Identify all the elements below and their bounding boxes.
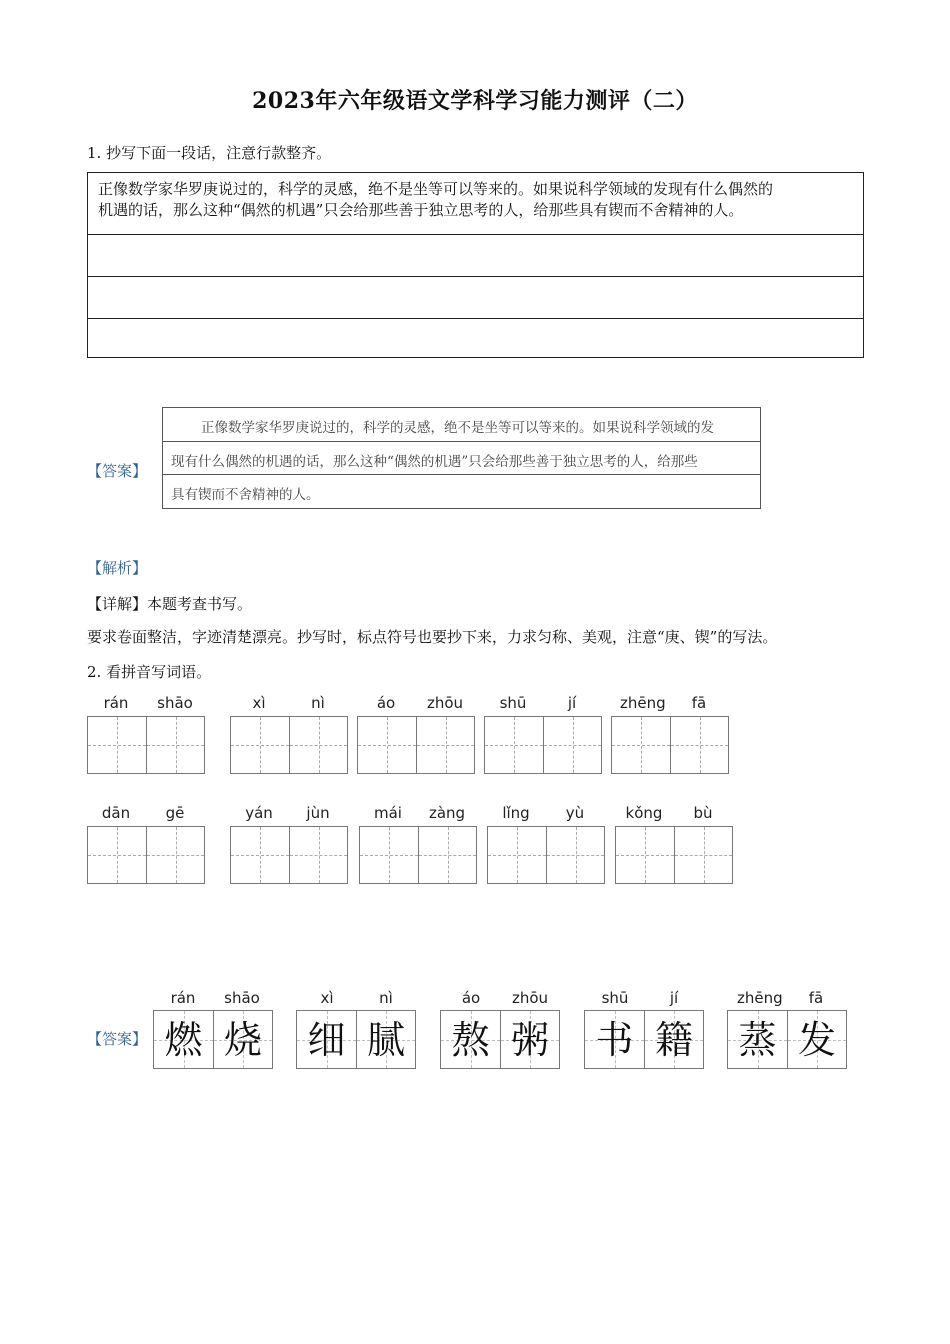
writing-cell[interactable] bbox=[88, 827, 146, 883]
writing-cell[interactable] bbox=[360, 827, 418, 883]
pinyin-syllable: yù bbox=[565, 804, 585, 822]
answer-1-divider bbox=[163, 474, 760, 475]
answer-character: 发 bbox=[797, 1018, 836, 1062]
writing-grid[interactable] bbox=[87, 826, 205, 884]
detail-text: 本题考查书写。 bbox=[147, 595, 253, 613]
answer-cell bbox=[500, 1011, 559, 1068]
pinyin-syllable: mái bbox=[374, 804, 402, 822]
writing-grid[interactable] bbox=[484, 716, 602, 774]
pinyin-syllable: dān bbox=[101, 804, 131, 822]
writing-cell[interactable] bbox=[674, 827, 732, 883]
answer-grid bbox=[727, 1010, 847, 1069]
answer-cell bbox=[297, 1011, 356, 1068]
analysis-label: 【解析】 bbox=[87, 559, 148, 577]
pinyin-syllable: nì bbox=[311, 694, 325, 712]
answer-cell bbox=[154, 1011, 213, 1068]
passage-line-2: 机遇的话，那么这种“偶然的机遇”只会给那些善于独立思考的人，给那些具有锲而不舍精神的人。 bbox=[98, 201, 744, 219]
answer-grid bbox=[153, 1010, 273, 1069]
writing-cell[interactable] bbox=[485, 717, 543, 773]
answer-pinyin: shū bbox=[601, 989, 629, 1007]
answer-character: 熬 bbox=[451, 1018, 490, 1062]
answer-1-line-2: 现有什么偶然的机遇的话，那么这种“偶然的机遇”只会给那些善于独立思考的人，给那些 bbox=[171, 454, 698, 470]
answer-cell bbox=[356, 1011, 415, 1068]
pinyin-syllable: zhēng bbox=[620, 694, 666, 712]
answer-grid bbox=[440, 1010, 560, 1069]
answer-character: 书 bbox=[595, 1018, 634, 1062]
copy-table bbox=[87, 172, 864, 358]
writing-cell[interactable] bbox=[146, 717, 204, 773]
pinyin-syllable: bù bbox=[693, 804, 713, 822]
passage-line-1: 正像数学家华罗庚说过的，科学的灵感，绝不是坐等可以等来的。如果说科学领域的发现有什么偶然的 bbox=[98, 180, 774, 198]
answer-character: 蒸 bbox=[738, 1018, 777, 1062]
answer-pinyin: fā bbox=[808, 989, 824, 1007]
writing-grid[interactable] bbox=[87, 716, 205, 774]
pinyin-syllable: lǐng bbox=[502, 804, 530, 822]
pinyin-syllable: shāo bbox=[157, 694, 193, 712]
detail-label: 【详解】 bbox=[87, 595, 148, 613]
answer-pinyin: zhōu bbox=[511, 989, 549, 1007]
answer-grid bbox=[296, 1010, 416, 1069]
writing-cell[interactable] bbox=[670, 717, 728, 773]
pinyin-syllable: shū bbox=[499, 694, 527, 712]
writing-grid[interactable] bbox=[230, 716, 348, 774]
answer-label-2: 【答案】 bbox=[87, 1030, 148, 1048]
pinyin-syllable: gē bbox=[165, 804, 185, 822]
question-1-prompt: 1. 抄写下面一段话，注意行款整齐。 bbox=[87, 144, 332, 162]
pinyin-syllable: zhōu bbox=[426, 694, 464, 712]
answer-character: 细 bbox=[307, 1018, 346, 1062]
answer-character: 腻 bbox=[366, 1018, 405, 1062]
passage-text bbox=[98, 179, 855, 221]
writing-cell[interactable] bbox=[543, 717, 601, 773]
answer-cell bbox=[441, 1011, 500, 1068]
writing-cell[interactable] bbox=[612, 717, 670, 773]
pinyin-syllable: xì bbox=[252, 694, 266, 712]
copy-writing-line-3[interactable] bbox=[88, 318, 863, 358]
pinyin-syllable: fā bbox=[691, 694, 707, 712]
question-2-prompt: 2. 看拼音写词语。 bbox=[87, 663, 212, 681]
answer-character: 燃 bbox=[164, 1018, 203, 1062]
writing-grid[interactable] bbox=[611, 716, 729, 774]
answer-character: 烧 bbox=[223, 1018, 262, 1062]
answer-1-line-1: 正像数学家华罗庚说过的，科学的灵感，绝不是坐等可以等来的。如果说科学领域的发 bbox=[201, 420, 714, 436]
writing-grid[interactable] bbox=[615, 826, 733, 884]
answer-pinyin: zhēng bbox=[737, 989, 783, 1007]
writing-grid[interactable] bbox=[487, 826, 605, 884]
answer-pinyin: áo bbox=[461, 989, 481, 1007]
answer-pinyin: xì bbox=[320, 989, 334, 1007]
pinyin-syllable: jùn bbox=[306, 804, 330, 822]
answer-label-1: 【答案】 bbox=[87, 462, 148, 480]
answer-cell bbox=[644, 1011, 703, 1068]
copy-writing-line-2[interactable] bbox=[88, 276, 863, 319]
answer-pinyin: shāo bbox=[224, 989, 260, 1007]
answer-pinyin: jí bbox=[669, 989, 679, 1007]
answer-pinyin: rán bbox=[170, 989, 196, 1007]
writing-cell[interactable] bbox=[616, 827, 674, 883]
pinyin-syllable: rán bbox=[103, 694, 129, 712]
writing-cell[interactable] bbox=[546, 827, 604, 883]
analysis-requirement: 要求卷面整洁，字迹清楚漂亮。抄写时，标点符号也要抄下来，力求匀称、美观，注意“庚、锲”的写法。 bbox=[87, 628, 778, 646]
answer-character: 粥 bbox=[510, 1018, 549, 1062]
pinyin-syllable: yán bbox=[245, 804, 273, 822]
writing-cell[interactable] bbox=[416, 717, 474, 773]
writing-cell[interactable] bbox=[358, 717, 416, 773]
answer-cell bbox=[213, 1011, 272, 1068]
pinyin-syllable: kǒng bbox=[625, 804, 663, 822]
writing-cell[interactable] bbox=[231, 827, 289, 883]
writing-cell[interactable] bbox=[289, 827, 347, 883]
pinyin-syllable: jí bbox=[567, 694, 577, 712]
pinyin-syllable: zàng bbox=[428, 804, 466, 822]
answer-1-divider bbox=[163, 441, 760, 442]
answer-1-box bbox=[162, 407, 761, 509]
answer-pinyin: nì bbox=[379, 989, 393, 1007]
writing-cell[interactable] bbox=[231, 717, 289, 773]
writing-cell[interactable] bbox=[146, 827, 204, 883]
pinyin-syllable: áo bbox=[376, 694, 396, 712]
writing-grid[interactable] bbox=[359, 826, 477, 884]
copy-row-passage bbox=[88, 173, 863, 235]
answer-cell bbox=[787, 1011, 846, 1068]
answer-1-line-3: 具有锲而不舍精神的人。 bbox=[171, 487, 320, 503]
answer-grid bbox=[584, 1010, 704, 1069]
page-title: 2023年六年级语文学科学习能力测评（二） bbox=[252, 88, 698, 114]
writing-cell[interactable] bbox=[88, 717, 146, 773]
writing-cell[interactable] bbox=[488, 827, 546, 883]
writing-cell[interactable] bbox=[418, 827, 476, 883]
answer-cell bbox=[585, 1011, 644, 1068]
answer-character: 籍 bbox=[654, 1018, 693, 1062]
writing-grid[interactable] bbox=[357, 716, 475, 774]
analysis-detail bbox=[87, 593, 252, 614]
answer-cell bbox=[728, 1011, 787, 1068]
writing-grid[interactable] bbox=[230, 826, 348, 884]
copy-writing-line-1[interactable] bbox=[88, 234, 863, 277]
writing-cell[interactable] bbox=[289, 717, 347, 773]
